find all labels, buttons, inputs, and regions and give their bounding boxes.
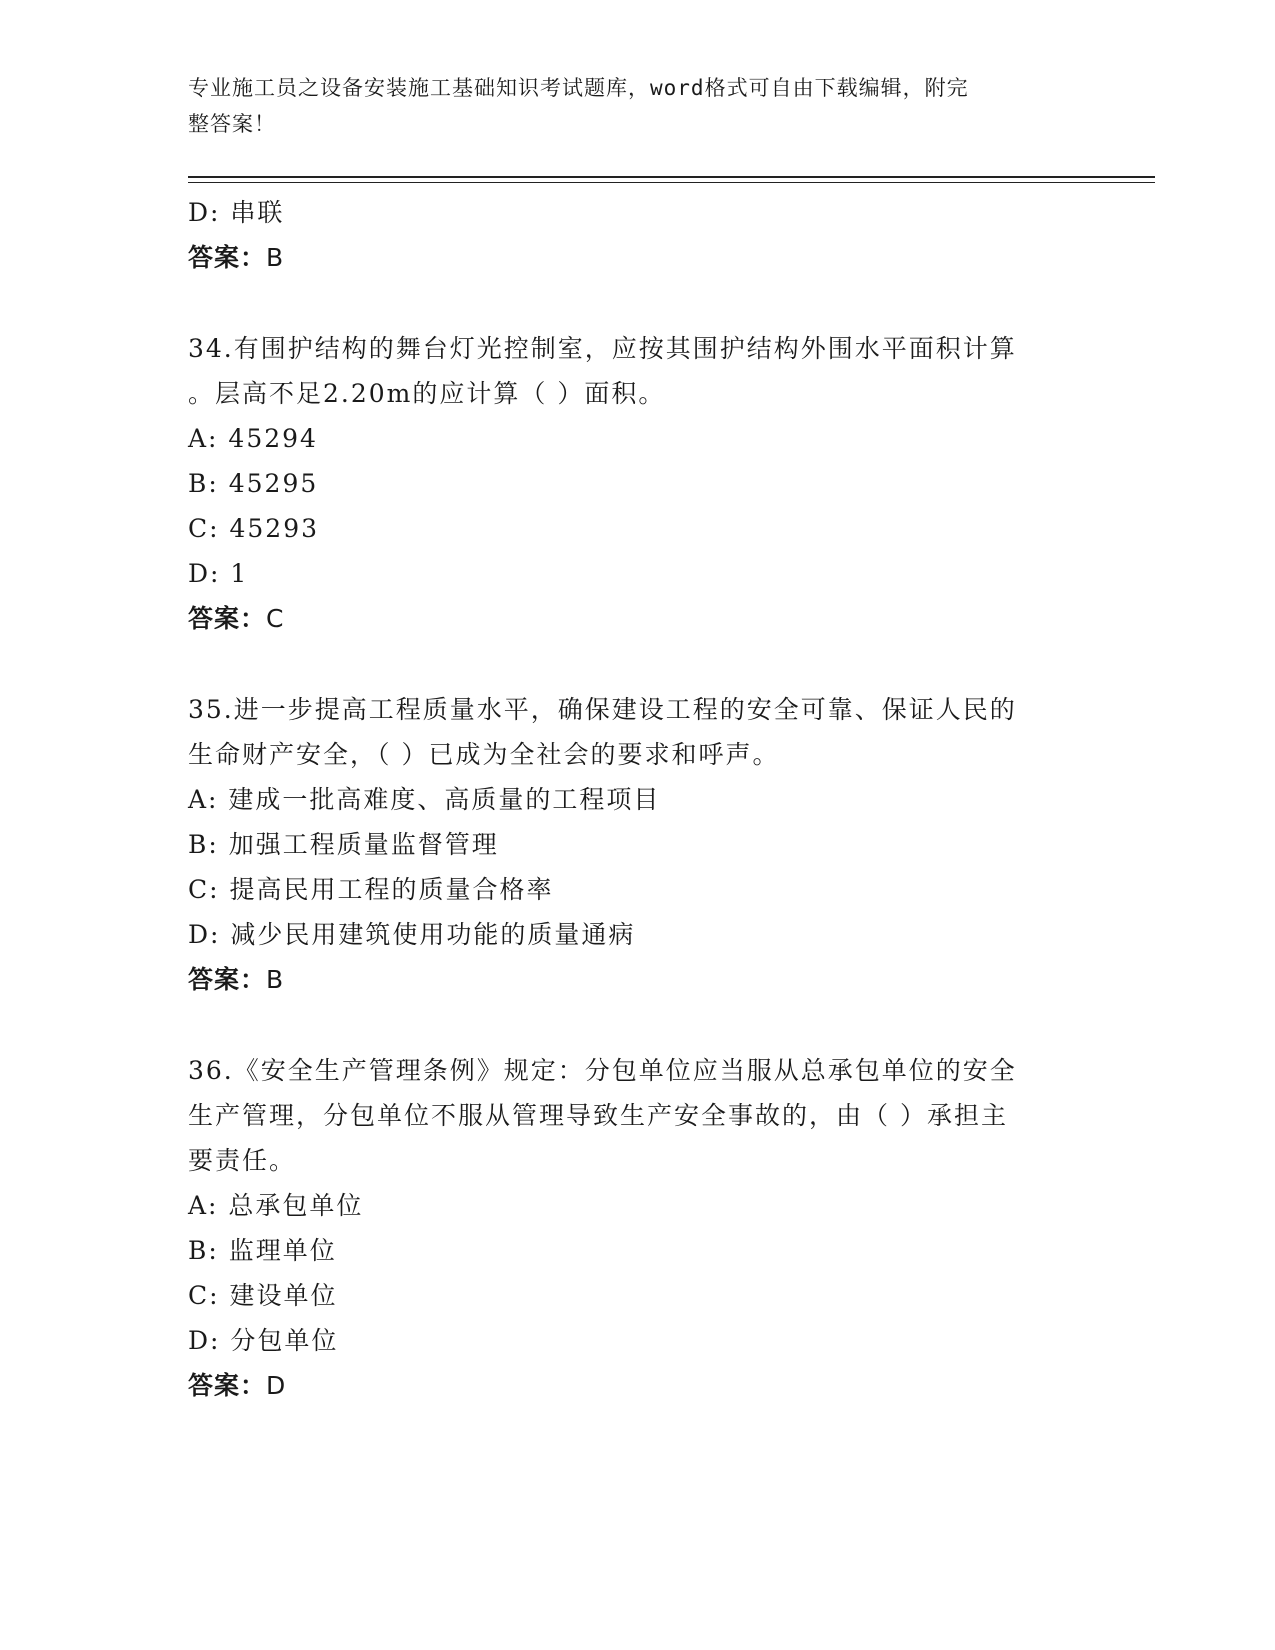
header-divider-thick [188, 176, 1155, 178]
answer-value: B [266, 243, 285, 272]
answer-value: D [266, 1371, 287, 1400]
prev-option-d: D: 串联 [188, 198, 285, 227]
option-c: C: 45293 [188, 514, 320, 543]
answer-line [188, 957, 1078, 1002]
answer-line [188, 1363, 1078, 1408]
answer-label: 答案： [188, 1371, 267, 1400]
option-b: B: 45295 [188, 469, 319, 498]
answer-value: B [266, 965, 285, 994]
question-list [188, 190, 1078, 1408]
option-b: B: 加强工程质量监督管理 [188, 830, 499, 859]
header-title-line-2: 整答案！ [188, 112, 276, 136]
answer-line [188, 596, 1078, 641]
question-stem-line: 生命财产安全，（ ）已成为全社会的要求和呼声。 [188, 740, 780, 769]
question-block-36 [188, 1048, 1078, 1408]
question-stem-line: 35.进一步提高工程质量水平，确保建设工程的安全可靠、保证人民的 [188, 695, 1017, 724]
option-a: A: 总承包单位 [188, 1191, 364, 1220]
prev-answer [188, 235, 1078, 280]
question-stem-line: 生产管理，分包单位不服从管理导致生产安全事故的，由（ ）承担主 [188, 1101, 1008, 1130]
header-title-line-1: 专业施工员之设备安装施工基础知识考试题库，word格式可自由下载编辑，附完 [188, 76, 969, 100]
question-stem-line: 要责任。 [188, 1146, 297, 1175]
spacer [188, 280, 1078, 326]
question-stem-line: 36.《安全生产管理条例》规定：分包单位应当服从总承包单位的安全 [188, 1056, 1017, 1085]
answer-label: 答案： [188, 243, 267, 272]
document-header [188, 70, 1068, 142]
answer-value: C [266, 604, 285, 633]
option-d: D: 减少民用建筑使用功能的质量通病 [188, 920, 636, 949]
question-stem-line: 34.有围护结构的舞台灯光控制室，应按其围护结构外围水平面积计算 [188, 334, 1017, 363]
option-c: C: 建设单位 [188, 1281, 338, 1310]
question-stem-line: 。层高不足2.20m的应计算（ ）面积。 [188, 379, 666, 408]
option-d: D: 分包单位 [188, 1326, 339, 1355]
option-c: C: 提高民用工程的质量合格率 [188, 875, 554, 904]
option-a: A: 45294 [188, 424, 318, 453]
question-block-35 [188, 687, 1078, 1002]
header-divider-thin [188, 182, 1155, 183]
option-d: D: 1 [188, 559, 249, 588]
option-b: B: 监理单位 [188, 1236, 337, 1265]
spacer [188, 1002, 1078, 1048]
answer-label: 答案： [188, 604, 267, 633]
question-block-34 [188, 326, 1078, 641]
option-a: A: 建成一批高难度、高质量的工程项目 [188, 785, 661, 814]
answer-label: 答案： [188, 965, 267, 994]
spacer [188, 641, 1078, 687]
